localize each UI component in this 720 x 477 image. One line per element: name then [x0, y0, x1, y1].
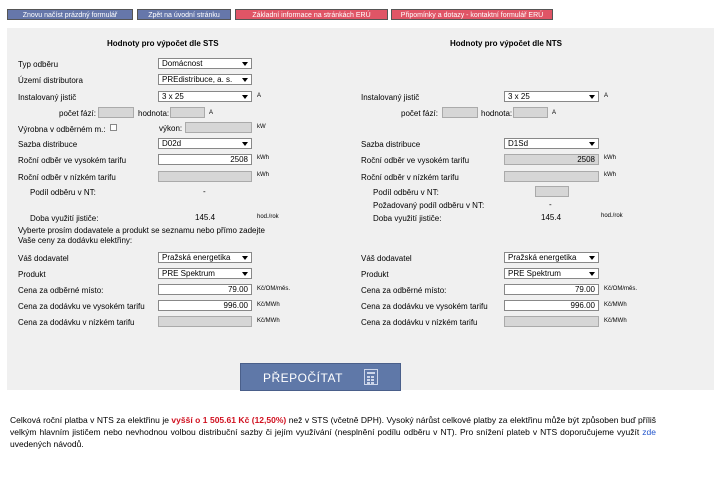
nts-nt-unit: kWh: [604, 172, 616, 178]
sts-sazba-value: D02d: [162, 139, 182, 148]
nts-sazba-label: Sazba distribuce: [361, 140, 421, 149]
result-highlight: vyšší o 1 505.61 Kč (12,50%): [171, 415, 287, 425]
info-link-button[interactable]: Základní informace na stránkách ERÚ: [235, 9, 388, 20]
nts-vt-input[interactable]: 2508: [504, 154, 599, 165]
sts-cena-nt-unit: Kč/MWh: [257, 318, 280, 324]
chevron-down-icon: [242, 256, 248, 260]
sts-hodnota-unit: A: [209, 110, 214, 116]
sts-sazba-select[interactable]: [158, 138, 252, 149]
sts-doba-value: 145.4: [195, 213, 216, 222]
nts-dodavatel-select[interactable]: [504, 252, 599, 263]
sts-jistic-value: 3 x 25: [162, 92, 184, 101]
sts-jistic-select[interactable]: [158, 91, 252, 102]
nts-cena-om-label: Cena za odběrné místo:: [361, 286, 447, 295]
nts-hodnota-unit: A: [552, 110, 557, 116]
sts-uzemi-value: PREdistribuce, a. s.: [162, 75, 233, 84]
nts-podil-label: Podíl odběru v NT:: [373, 188, 439, 197]
sts-hodnota-input[interactable]: [170, 107, 205, 118]
chevron-down-icon: [242, 62, 248, 66]
sts-uzemi-select[interactable]: [158, 74, 252, 85]
chevron-down-icon: [242, 272, 248, 276]
sts-produkt-select[interactable]: [158, 268, 252, 279]
result-text: [10, 414, 656, 450]
sts-jistic-label: Instalovaný jistič: [18, 93, 77, 102]
nts-sazba-value: D1Sd: [508, 139, 529, 148]
nts-jistic-value: 3 x 25: [508, 92, 530, 101]
sts-vykon-input[interactable]: [185, 122, 252, 133]
sts-cena-vt-unit: Kč/MWh: [257, 302, 280, 308]
nts-produkt-label: Produkt: [361, 270, 389, 279]
contact-form-button[interactable]: Připomínky a dotazy - kontaktní formulář ERÚ: [391, 9, 553, 20]
sts-uzemi-label: Území distributora: [18, 76, 83, 85]
sts-dodavatel-select[interactable]: [158, 252, 252, 263]
nts-cena-vt-unit: Kč/MWh: [604, 302, 627, 308]
sts-cena-nt-label: Cena za dodávku v nízkém tarifu: [18, 318, 135, 327]
nts-hodnota-input[interactable]: [513, 107, 548, 118]
nts-jistic-select[interactable]: [504, 91, 599, 102]
sts-dodavatel-label: Váš dodavatel: [18, 254, 69, 263]
sts-hodnota-label: hodnota:: [138, 109, 170, 118]
nts-cena-vt-input[interactable]: 996.00: [504, 300, 599, 311]
sts-nt-unit: kWh: [257, 172, 269, 178]
chevron-down-icon: [589, 95, 595, 99]
nts-jistic-label: Instalovaný jistič: [361, 93, 420, 102]
nts-cena-vt-label: Cena za dodávku ve vysokém tarifu: [361, 302, 488, 311]
nts-doba-value: 145.4: [541, 213, 562, 222]
nts-podil-input[interactable]: [535, 186, 569, 197]
sts-cena-om-label: Cena za odběrné místo:: [18, 286, 104, 295]
nts-nt-label: Roční odběr v nízkém tarifu: [361, 173, 459, 182]
sts-typ-odberu-select[interactable]: [158, 58, 252, 69]
nts-cena-nt-label: Cena za dodávku v nízkém tarifu: [361, 318, 478, 327]
sts-vykon-label: výkon:: [159, 124, 183, 133]
nts-dodavatel-value: Pražská energetika: [508, 253, 577, 262]
nts-vt-unit: kWh: [604, 155, 616, 161]
recalculate-label: PŘEPOČÍTAT: [263, 371, 343, 385]
nts-cena-om-input[interactable]: 79.00: [504, 284, 599, 295]
sts-nt-input[interactable]: [158, 171, 252, 182]
nts-nt-input[interactable]: [504, 171, 599, 182]
sts-vt-input[interactable]: 2508: [158, 154, 252, 165]
chevron-down-icon: [589, 256, 595, 260]
nts-pozadovany-value: -: [549, 200, 552, 209]
nts-title: Hodnoty pro výpočet dle NTS: [450, 39, 563, 48]
sts-cena-nt-input[interactable]: [158, 316, 252, 327]
sts-doba-label: Doba využití jističe:: [30, 214, 99, 223]
sts-podil-value: -: [203, 187, 206, 196]
sts-title: Hodnoty pro výpočet dle STS: [107, 39, 219, 48]
sts-podil-label: Podíl odběru v NT:: [30, 188, 96, 197]
sts-doba-unit: hod./rok: [257, 214, 279, 220]
sts-cena-om-input[interactable]: 79.00: [158, 284, 252, 295]
nts-pocet-fazi-label: počet fází:: [401, 109, 438, 118]
top-navigation: [0, 0, 720, 28]
sts-vyrobna-checkbox[interactable]: [110, 124, 117, 131]
sts-cena-vt-input[interactable]: 996.00: [158, 300, 252, 311]
sts-pocet-fazi-input[interactable]: [98, 107, 134, 118]
sts-vyrobna-label: Výrobna v odběrném m.:: [18, 125, 106, 134]
nts-doba-unit: hod./rok: [601, 213, 623, 219]
sts-intro-text: Vyberte prosím dodavatele a produkt se seznamu nebo přímo zadejte Vaše ceny za dodávku elektřiny:: [18, 226, 265, 245]
sts-dodavatel-value: Pražská energetika: [162, 253, 231, 262]
sts-typ-odberu-label: Typ odběru: [18, 60, 59, 69]
nts-pozadovany-label: Požadovaný podíl odběru v NT:: [373, 201, 485, 210]
nts-cena-om-unit: Kč/OM/měs.: [604, 286, 638, 292]
recalculate-button[interactable]: [240, 363, 401, 391]
result-part2: než v STS (včetně DPH). Vysoký nárůst celkové platby za elektřinu může být způsoben buď příliš velkým hlavním jističem nebo nevhodnou volbou distribuční sazby či jejím využívání (nesplnění podílu odběru v NT). Pro snížení plateb v NTS doporučujeme využít: [10, 415, 656, 437]
sts-cena-vt-label: Cena za dodávku ve vysokém tarifu: [18, 302, 145, 311]
chevron-down-icon: [242, 142, 248, 146]
sts-vt-unit: kWh: [257, 155, 269, 161]
sts-nt-label: Roční odběr v nízkém tarifu: [18, 173, 116, 182]
nts-pocet-fazi-input[interactable]: [442, 107, 478, 118]
sts-pocet-fazi-label: počet fází:: [59, 109, 96, 118]
reset-form-button[interactable]: Znovu načíst prázdný formulář: [7, 9, 133, 20]
sts-produkt-label: Produkt: [18, 270, 46, 279]
sts-vykon-unit: kW: [257, 124, 266, 130]
nts-jistic-unit: A: [604, 93, 609, 99]
sts-sazba-label: Sazba distribuce: [18, 140, 78, 149]
guides-link[interactable]: zde: [642, 427, 656, 437]
result-part3: uvedených návodů.: [10, 439, 84, 449]
nts-sazba-select[interactable]: [504, 138, 599, 149]
chevron-down-icon: [242, 78, 248, 82]
chevron-down-icon: [589, 272, 595, 276]
nts-doba-label: Doba využití jističe:: [373, 214, 442, 223]
sts-jistic-unit: A: [257, 93, 262, 99]
chevron-down-icon: [242, 95, 248, 99]
back-home-button[interactable]: Zpět na úvodní stránku: [137, 9, 231, 20]
calculator-icon: [364, 369, 378, 385]
nts-dodavatel-label: Váš dodavatel: [361, 254, 412, 263]
sts-cena-om-unit: Kč/OM/měs.: [257, 286, 291, 292]
sts-produkt-value: PRE Spektrum: [162, 269, 215, 278]
result-part1: Celková roční platba v NTS za elektřinu je: [10, 415, 172, 425]
sts-vt-label: Roční odběr ve vysokém tarifu: [18, 156, 127, 165]
calculator-panel: [7, 28, 714, 390]
nts-produkt-value: PRE Spektrum: [508, 269, 561, 278]
sts-typ-odberu-value: Domácnost: [162, 59, 203, 68]
nts-vt-label: Roční odběr ve vysokém tarifu: [361, 156, 470, 165]
nts-hodnota-label: hodnota:: [481, 109, 513, 118]
nts-produkt-select[interactable]: [504, 268, 599, 279]
nts-cena-nt-input[interactable]: [504, 316, 599, 327]
nts-cena-nt-unit: Kč/MWh: [604, 318, 627, 324]
chevron-down-icon: [589, 142, 595, 146]
